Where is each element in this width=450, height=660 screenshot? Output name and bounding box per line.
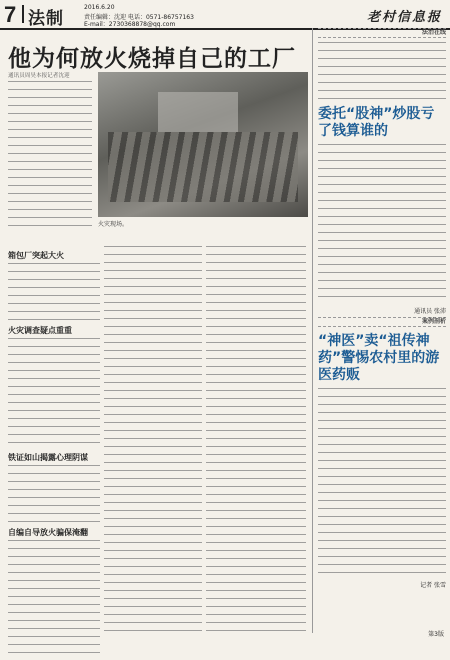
sidebar-author-2: 记者 张雪: [420, 582, 446, 589]
fire-scene-photo: [98, 72, 308, 217]
photo-caption: 火灾现场。: [98, 221, 129, 228]
phone: 电话：0571-86757163: [127, 14, 194, 21]
article-column-1: [8, 246, 100, 660]
lead-intro: 通讯员周昊本报记者沈迎: [8, 73, 70, 79]
lead-body-text: [8, 81, 92, 233]
main-headline: 他为何放火烧掉自己的工厂: [8, 46, 296, 72]
column-divider: [312, 28, 313, 633]
section-banner-2: 案例剖析: [318, 317, 446, 327]
right-sidebar: [318, 28, 446, 591]
section-title: 法制: [28, 9, 64, 29]
header-divider: [22, 5, 24, 23]
article-column-2: [104, 246, 202, 631]
page-number: 7: [4, 2, 17, 27]
article-column-3: [206, 246, 306, 631]
subheading-4: 自编自导放火骗保淹翻: [8, 528, 88, 537]
lead-column: [8, 72, 92, 233]
subheading-2: 火灾调查疑点重重: [8, 326, 72, 335]
masthead: 老村信息报: [366, 10, 442, 25]
editor-name: 责任编辑：沈迎: [84, 14, 127, 21]
page-header: [0, 0, 450, 30]
sidebar-title-2: “神医”卖“祖传神药”警惕农村里的游医药贩: [318, 333, 440, 383]
subheading-3: 铁证如山揭露心理阴谋: [8, 453, 88, 462]
issue-date: 2016.6.20: [84, 4, 115, 11]
sidebar-author-1: 通讯员 张沛: [414, 308, 446, 315]
section-banner-1: 法治在线: [318, 28, 446, 38]
email: E-mail：2730368878@qq.com: [84, 21, 176, 28]
subheading-1: 箱包厂突起大火: [8, 251, 64, 260]
page-footer: 第3版: [428, 631, 444, 638]
sidebar-title-1: 委托“股神”炒股亏了钱算谁的: [318, 106, 435, 139]
